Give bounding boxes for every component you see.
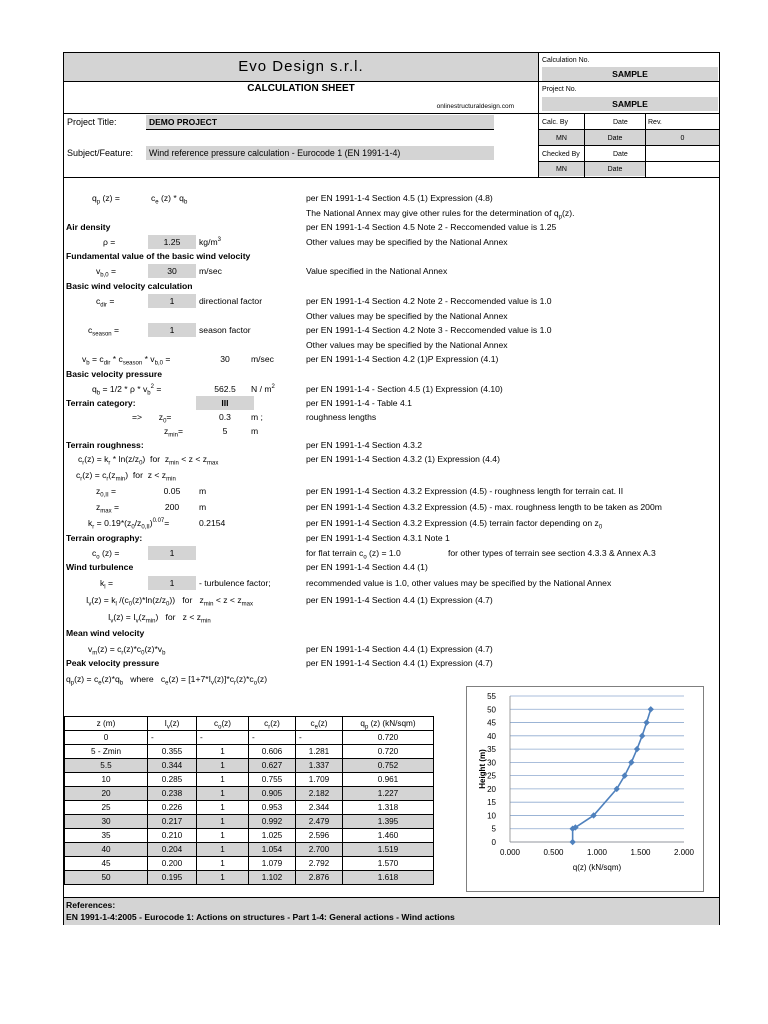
z0-value: 0.3 [219,412,231,422]
ref-terrain: per EN 1991-1-4 - Table 4.1 [306,398,412,408]
table-cell: 0.217 [148,815,197,829]
col-header-z: z (m) [65,717,148,731]
table-cell: 0.905 [249,787,296,801]
note-c0: for flat terrain $c_o$ (z) = 1.0 [306,548,401,561]
table-row [65,815,434,829]
table-cell: 0.961 [343,773,434,787]
results-table [64,716,434,885]
note-rho: Other values may be specified by the National Annex [306,237,508,247]
vb-formula: $v_b = c_{dir} * c_{season} * v_{b,0}$ = [82,354,171,367]
table-cell: 40 [65,843,148,857]
ref-cseason: per EN 1991-1-4 Section 4.2 Note 3 - Reccomended value is 1.0 [306,325,552,335]
table-cell: 0.752 [343,759,434,773]
ref-zmax: per EN 1991-1-4 Section 4.3.2 Expression (4.5) - max. roughness length to be taken as 200m [306,502,662,512]
table-row [65,787,434,801]
table-cell: 30 [65,815,148,829]
table-cell: 1.570 [343,857,434,871]
cdir-desc: directional factor [199,296,263,306]
col-header-qp: $q_p$ (z) (kN/sqm) [343,717,434,731]
zmin-unit: m [251,426,259,436]
table-cell: 1 [197,857,249,871]
data-point [643,719,649,725]
kl-symbol: $k_l$ = [100,578,114,591]
cdir-symbol: $c_{dir}$ = [96,296,115,309]
table-cell: 2.596 [296,829,343,843]
table-cell: 1.102 [249,871,296,885]
table-cell: 1 [197,773,249,787]
data-point [648,706,654,712]
calc-date-value: Date [607,135,623,142]
table-cell: 1 [197,745,249,759]
table-cell: 2.700 [296,843,343,857]
zmin-symbol: $z_{min}=$ [164,426,183,439]
table-row [65,773,434,787]
table-cell: - [197,731,249,745]
table-row [65,843,434,857]
table-cell: 1.025 [249,829,296,843]
project-title-value: DEMO PROJECT [149,117,218,127]
qp-height-chart [466,686,702,890]
table-cell: 25 [65,801,148,815]
kr-value: 0.2154 [199,518,226,528]
peak-heading: Peak velocity pressure [66,658,160,668]
table-cell: 35 [65,829,148,843]
table-cell: 0.238 [148,787,197,801]
vb0-unit: m/sec [199,266,222,276]
x-axis-title: q(z) (kN/sqm) [572,863,622,872]
table-cell: 1 [197,759,249,773]
table-cell: 0.355 [148,745,197,759]
checked-by-value: MN [556,166,567,173]
roughness-heading: Terrain roughness: [66,440,144,450]
terrain-cat-heading: Terrain category: [66,398,136,408]
calc-by-value: MN [556,135,567,142]
table-cell: 2.792 [296,857,343,871]
sheet-title: CALCULATION SHEET [247,83,355,94]
table-cell: 0.627 [249,759,296,773]
table-cell: 0.204 [148,843,197,857]
ref-orography: per EN 1991-1-4 Section 4.3.1 Note 1 [306,533,450,543]
qp-formula: $q_p$ (z) = [92,193,120,206]
air-density-heading: Air density [66,222,111,232]
z0II-symbol: $z_{0,II}$ = [96,486,117,499]
y-tick-label: 55 [487,692,496,701]
table-cell: 0.210 [148,829,197,843]
vb-unit: m/sec [251,354,274,364]
checked-date-value: Date [607,166,623,173]
note-c0-other: for other types of terrain see section 4.3.3 & Annex A.3 [448,548,656,558]
vb-value: 30 [220,354,230,364]
x-tick-label: 0.500 [543,848,564,857]
y-tick-label: 15 [487,798,496,808]
table-cell: 1 [197,815,249,829]
note-vb0: Value specified in the National Annex [306,266,448,276]
y-tick-label: 5 [491,824,496,834]
z0II-value: 0.05 [163,486,181,496]
checked-by-label: Checked By [542,151,580,158]
table-cell: 1.709 [296,773,343,787]
data-point [639,733,645,739]
zmin-value: 5 [222,426,228,436]
ref-qb: per EN 1991-1-4 - Section 4.5 (1) Expression (4.10) [306,384,503,394]
note-cseason: Other values may be specified by the National Annex [306,340,508,350]
table-cell: 0.226 [148,801,197,815]
col-header-cr: $c_r(z)$ [249,717,296,731]
ref-Iv: per EN 1991-1-4 Section 4.4 (1) Expression (4.7) [306,595,493,605]
kl-value[interactable]: 1 [148,576,196,590]
y-axis-title: Height (m) [478,749,487,789]
table-cell: 45 [65,857,148,871]
c0-value[interactable]: 1 [148,546,196,560]
basic-pressure-heading: Basic velocity pressure [66,369,163,379]
qb-unit: N / $m^2$ [251,384,275,394]
rev-label: Rev. [648,119,662,126]
table-cell: 1 [197,843,249,857]
y-tick-label: 20 [487,784,496,794]
zmax-symbol: $z_{max}$ = [96,502,120,515]
z0-note: roughness lengths [306,412,377,422]
table-row [65,745,434,759]
y-tick-label: 35 [487,745,496,755]
table-cell: 1.337 [296,759,343,773]
orography-heading: Terrain orography: [66,533,143,543]
table-cell: 20 [65,787,148,801]
table-cell: 2.479 [296,815,343,829]
Iv-min-formula: $I_v(z) = I_v(z_{min})$ for $z < z_{min}$ [108,612,211,625]
cseason-symbol: $c_{season}$ = [88,325,120,338]
z0-symbol: => $z_0=$ [132,412,172,425]
ref-vm: per EN 1991-1-4 Section 4.4 (1) Expression (4.7) [306,644,493,654]
y-tick-label: 45 [487,718,496,728]
col-header-co: $c_o(z)$ [197,717,249,731]
table-cell: 0.606 [249,745,296,759]
table-cell: 0.344 [148,759,197,773]
ref-vb: per EN 1991-1-4 Section 4.2 (1)P Expression (4.1) [306,354,499,364]
references-line: EN 1991-1-4:2005 - Eurocode 1: Actions on structures - Part 1-4: General actions - Wind actions [66,912,455,922]
ref-kr: per EN 1991-1-4 Section 4.3.2 Expression (4.5) terrain factor depending on $z_0$ [306,518,603,531]
references-label: References: [66,900,116,910]
cseason-desc: season factor [199,325,251,335]
basic-wind-heading: Basic wind velocity calculation [66,281,193,291]
table-cell: 5.5 [65,759,148,773]
table-cell: - [296,731,343,745]
table-cell: 0.953 [249,801,296,815]
project-title-label: Project Title: [67,117,117,127]
kl-desc: - turbulence factor; [199,578,271,588]
y-tick-label: 10 [487,811,496,821]
rho-unit: $kg/m^3$ [199,237,221,247]
table-cell: 1.054 [249,843,296,857]
turbulence-heading: Wind turbulence [66,562,134,572]
table-cell: 1.460 [343,829,434,843]
ref-peak: per EN 1991-1-4 Section 4.4 (1) Expression (4.7) [306,658,493,668]
cdir-value[interactable]: 1 [148,294,196,308]
table-cell: 1.281 [296,745,343,759]
calc-by-label: Calc. By [542,119,569,126]
ref-cdir: per EN 1991-1-4 Section 4.2 Note 2 - Reccomended value is 1.0 [306,296,552,306]
table-cell: 1.318 [343,801,434,815]
x-tick-label: 1.000 [586,848,608,857]
zmax-value: 200 [164,502,180,512]
table-cell: 2.876 [296,871,343,885]
checked-date-label: Date [613,151,628,158]
col-header-Iv: $I_v(z)$ [148,717,197,731]
Iv-formula: $I_v(z) = k_l$ $/(c_0(z)*\ln(z/z_0))$ for $z_{min} < z < z_{max}$ [86,595,253,608]
table-row [65,731,434,745]
vb0-value[interactable]: 30 [148,264,196,278]
table-cell: - [148,731,197,745]
table-cell: 0.200 [148,857,197,871]
col-header-ce: $c_e(z)$ [296,717,343,731]
table-cell: 10 [65,773,148,787]
qb-value: 562.5 [214,384,236,394]
table-cell: 1.079 [249,857,296,871]
data-point [634,746,640,752]
vb0-symbol: $v_{b,0}$ = [96,266,117,279]
table-cell: 1 [197,829,249,843]
table-cell: 0.720 [343,731,434,745]
table-cell: 1 [197,801,249,815]
table-cell: 50 [65,871,148,885]
table-cell: 2.182 [296,787,343,801]
cseason-value[interactable]: 1 [148,323,196,337]
note-cdir: Other values may be specified by the National Annex [306,311,508,321]
table-cell: 1.395 [343,815,434,829]
terrain-cat-value[interactable]: III [196,396,254,410]
table-row [65,829,434,843]
x-tick-label: 2.000 [673,848,695,857]
table-cell: 0.992 [249,815,296,829]
subject-label: Subject/Feature: [67,148,134,158]
table-cell: 0.285 [148,773,197,787]
c0-symbol: $c_o$ (z) = [92,548,120,561]
ref-z0II: per EN 1991-1-4 Section 4.3.2 Expression (4.5) - roughness length for terrain cat. II [306,486,624,496]
ref-roughness: per EN 1991-1-4 Section 4.3.2 [306,440,423,450]
mean-velocity-heading: Mean wind velocity [66,628,145,638]
cr-min-formula: $c_r(z) = c_r(z_{min})$ for $z < z_{min}$ [76,470,176,483]
qb-formula: $q_b = 1/2 * \rho * v_b^2$ = [92,384,162,397]
table-cell: 2.344 [296,801,343,815]
website-link[interactable]: onlinestructuraldesign.com [436,103,514,110]
x-tick-label: 0.000 [499,848,521,857]
ref-rho: per EN 1991-1-4 Section 4.5 Note 2 - Reccomended value is 1.25 [306,222,557,232]
ref-qp: per EN 1991-1-4 Section 4.5 (1) Expression (4.8) [306,193,493,203]
calc-no-value: SAMPLE [542,67,718,81]
rho-symbol: ρ = [103,237,116,247]
calc-no-label: Calculation No. [542,57,590,64]
note-qp: The National Annex may give other rules for the determination of $q_p(z)$. [306,208,575,221]
company-name: Evo Design s.r.l. [238,58,364,75]
x-tick-label: 1.500 [630,848,651,857]
y-tick-label: 25 [487,771,496,781]
table-row [65,871,434,885]
table-cell: 0.720 [343,745,434,759]
zmax-unit: m [199,502,207,512]
table-row [65,857,434,871]
table-cell: 0 [65,731,148,745]
table-cell: 0.755 [249,773,296,787]
note-kl: recommended value is 1.0, other values may be specified by the National Annex [306,578,612,588]
cr-formula: $c_r(z) = k_r * \ln(z/z_0)$ for $z_{min} < z < z_{max}$ [78,454,219,467]
y-tick-label: 0 [491,838,496,847]
ref-cr: per EN 1991-1-4 Section 4.3.2 (1) Expression (4.4) [306,454,500,464]
table-cell: 1 [197,871,249,885]
table-cell: 1.227 [343,787,434,801]
table-cell: 1 [197,787,249,801]
project-no-label: Project No. [542,86,577,93]
z0-unit: m ; [251,412,263,422]
table-cell: 1.618 [343,871,434,885]
table-cell: 1.519 [343,843,434,857]
qp-expression: $c_e$ $(z) * q_b$ [151,193,188,206]
table-cell: 5 - Zmin [65,745,148,759]
rho-value[interactable]: 1.25 [148,235,196,249]
table-cell: - [249,731,296,745]
kr-formula: $k_r = 0.19*(z_0/z_{0,II})^{0.07}=$ [88,518,170,531]
y-tick-label: 40 [487,731,496,741]
vm-formula: $v_m(z) = c_r(z)*c_0(z)*v_b$ [88,644,166,657]
ref-turbulence: per EN 1991-1-4 Section 4.4 (1) [306,562,428,572]
y-tick-label: 30 [487,758,496,768]
peak-formula: $q_p(z) = c_e(z)*q_b$ where $c_e(z) = [1+7*I_v(z)]*c_r(z)*c_o(z)$ [66,674,268,687]
data-point [569,839,575,845]
rev-value: 0 [680,135,685,142]
data-point [628,759,634,765]
z0II-unit: m [199,486,207,496]
vb0-heading: Fundamental value of the basic wind velocity [66,251,251,261]
date-label: Date [613,119,628,126]
table-row [65,801,434,815]
y-tick-label: 50 [487,705,496,715]
table-cell: 0.195 [148,871,197,885]
project-no-value: SAMPLE [542,97,718,111]
subject-value: Wind reference pressure calculation - Eurocode 1 (EN 1991-1-4) [149,148,401,158]
table-row [65,759,434,773]
